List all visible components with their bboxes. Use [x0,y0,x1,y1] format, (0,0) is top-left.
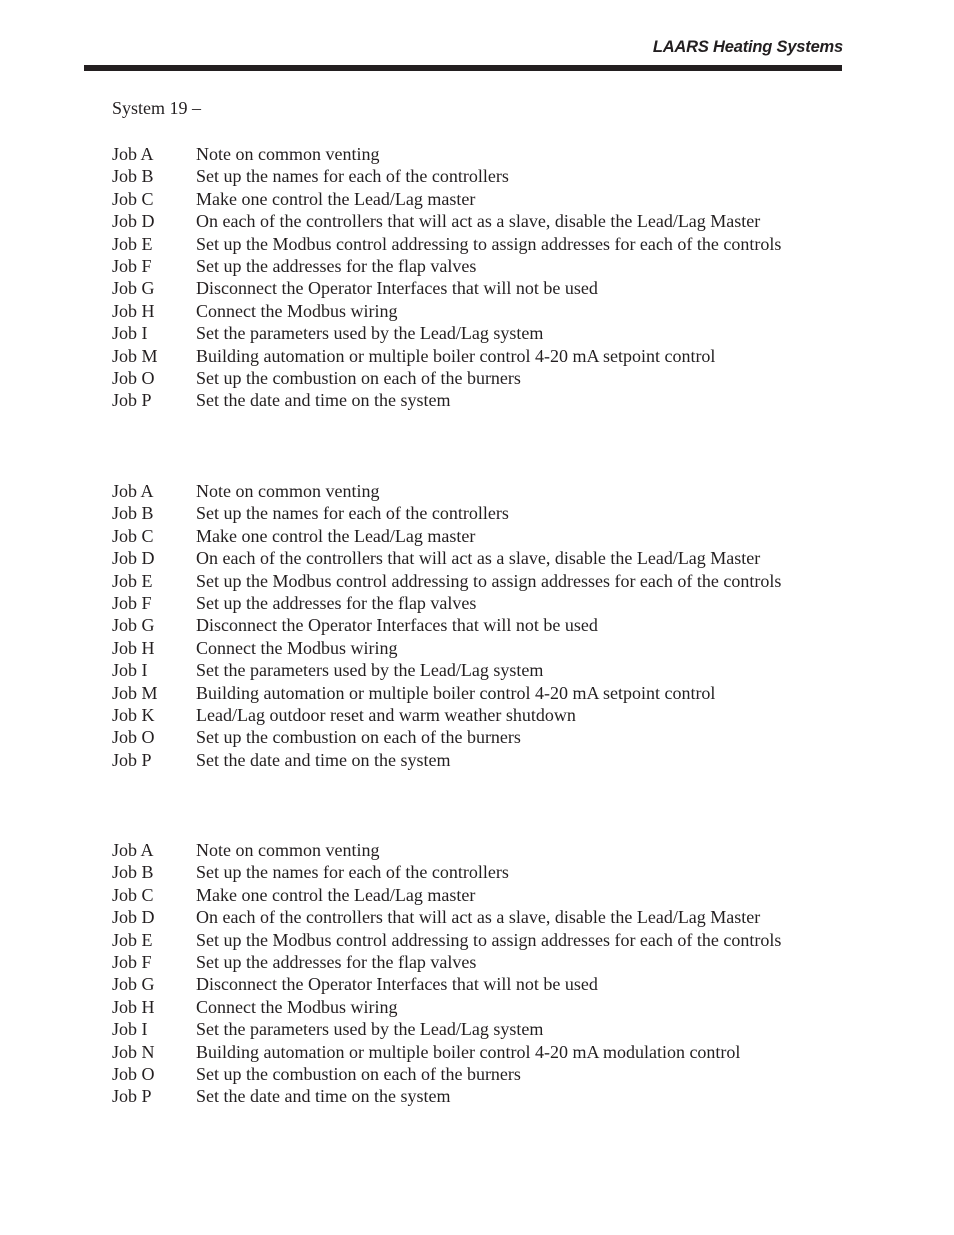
job-description: Note on common venting [196,481,380,501]
job-code: Job D [112,211,155,232]
job-row [112,637,852,659]
job-code: Job E [112,233,153,254]
job-row [112,345,852,367]
job-description: Set up the addresses for the flap valves [196,592,477,613]
job-description: On each of the controllers that will act as a slave, disable the Lead/Lag Master [196,548,761,569]
job-code: Job C [112,525,154,546]
job-description: Make one control the Lead/Lag master [196,884,476,905]
job-row [112,1018,852,1040]
job-description: Set up the Modbus control addressing to assign addresses for each of the controls [196,929,782,950]
job-code: Job E [112,929,153,950]
job-row [112,973,852,995]
job-row [112,1063,852,1085]
job-code: Job B [112,862,154,883]
job-description: Set up the names for each of the controllers [196,862,509,883]
job-description: Disconnect the Operator Interfaces that will not be used [196,615,598,636]
job-code: Job O [112,367,155,388]
job-description: On each of the controllers that will act as a slave, disable the Lead/Lag Master [196,211,761,232]
job-description: Building automation or multiple boiler control 4-20 mA modulation control [196,1041,741,1062]
job-row [112,839,852,861]
job-code: Job I [112,323,148,344]
job-row [112,143,852,165]
job-row [112,480,852,502]
job-code: Job C [112,188,154,209]
job-list-2 [112,480,852,771]
job-description: Note on common venting [196,144,380,164]
job-row [112,367,852,389]
system-title: System 19 – [112,98,202,118]
job-row [112,929,852,951]
job-row [112,322,852,344]
job-description: Set up the names for each of the controllers [196,166,509,187]
job-list-3 [112,839,852,1108]
job-row [112,996,852,1018]
job-code: Job O [112,1063,155,1084]
job-description: On each of the controllers that will act as a slave, disable the Lead/Lag Master [196,907,761,928]
job-description: Set up the Modbus control addressing to assign addresses for each of the controls [196,570,782,591]
job-code: Job D [112,548,155,569]
job-description: Disconnect the Operator Interfaces that will not be used [196,974,598,995]
job-code: Job E [112,570,153,591]
job-code: Job M [112,345,158,366]
job-row [112,502,852,524]
job-row [112,614,852,636]
job-description: Set the date and time on the system [196,749,451,770]
job-row [112,1085,852,1107]
job-row [112,188,852,210]
job-row [112,861,852,883]
job-description: Make one control the Lead/Lag master [196,188,476,209]
job-row [112,210,852,232]
job-code: Job C [112,884,154,905]
job-code: Job A [112,840,154,860]
job-row [112,165,852,187]
job-row [112,525,852,547]
job-code: Job N [112,1041,155,1062]
job-row [112,951,852,973]
job-row [112,547,852,569]
job-description: Set up the Modbus control addressing to assign addresses for each of the controls [196,233,782,254]
job-description: Set up the addresses for the flap valves [196,255,477,276]
job-description: Set the date and time on the system [196,1086,451,1107]
job-description: Disconnect the Operator Interfaces that will not be used [196,278,598,299]
job-description: Building automation or multiple boiler control 4-20 mA setpoint control [196,345,716,366]
job-description: Set up the combustion on each of the burners [196,727,521,748]
job-description: Set the parameters used by the Lead/Lag system [196,1019,544,1040]
job-code: Job G [112,615,155,636]
job-description: Set up the addresses for the flap valves [196,951,477,972]
job-description: Connect the Modbus wiring [196,300,398,321]
job-code: Job B [112,503,154,524]
job-row [112,592,852,614]
job-row [112,704,852,726]
job-description: Building automation or multiple boiler control 4-20 mA setpoint control [196,682,716,703]
job-code: Job A [112,144,154,164]
job-row [112,726,852,748]
job-code: Job P [112,749,152,770]
job-row [112,300,852,322]
job-description: Set the date and time on the system [196,390,451,411]
job-description: Set the parameters used by the Lead/Lag system [196,323,544,344]
job-row [112,277,852,299]
job-row [112,906,852,928]
job-code: Job M [112,682,158,703]
job-description: Connect the Modbus wiring [196,637,398,658]
job-code: Job I [112,1019,148,1040]
header-rule [84,65,842,71]
job-description: Set up the combustion on each of the burners [196,367,521,388]
job-description: Make one control the Lead/Lag master [196,525,476,546]
job-code: Job A [112,481,154,501]
job-description: Set up the names for each of the controllers [196,503,509,524]
job-description: Set the parameters used by the Lead/Lag system [196,660,544,681]
job-code: Job O [112,727,155,748]
job-row [112,749,852,771]
job-code: Job G [112,974,155,995]
header-brand: LAARS Heating Systems [652,38,843,56]
job-row [112,570,852,592]
job-description: Lead/Lag outdoor reset and warm weather shutdown [196,704,576,725]
job-list-1 [112,143,852,412]
job-code: Job B [112,166,154,187]
job-code: Job F [112,951,152,972]
job-code: Job H [112,996,155,1017]
job-code: Job F [112,592,152,613]
job-code: Job G [112,278,155,299]
job-description: Connect the Modbus wiring [196,996,398,1017]
job-code: Job H [112,300,155,321]
job-row [112,389,852,411]
job-code: Job D [112,907,155,928]
job-code: Job F [112,255,152,276]
job-description: Note on common venting [196,840,380,860]
job-row [112,884,852,906]
job-code: Job P [112,390,152,411]
job-row [112,233,852,255]
job-row [112,659,852,681]
job-code: Job K [112,704,155,725]
job-code: Job H [112,637,155,658]
job-description: Set up the combustion on each of the burners [196,1063,521,1084]
job-code: Job P [112,1086,152,1107]
job-row [112,682,852,704]
job-code: Job I [112,660,148,681]
job-row [112,255,852,277]
job-row [112,1041,852,1063]
